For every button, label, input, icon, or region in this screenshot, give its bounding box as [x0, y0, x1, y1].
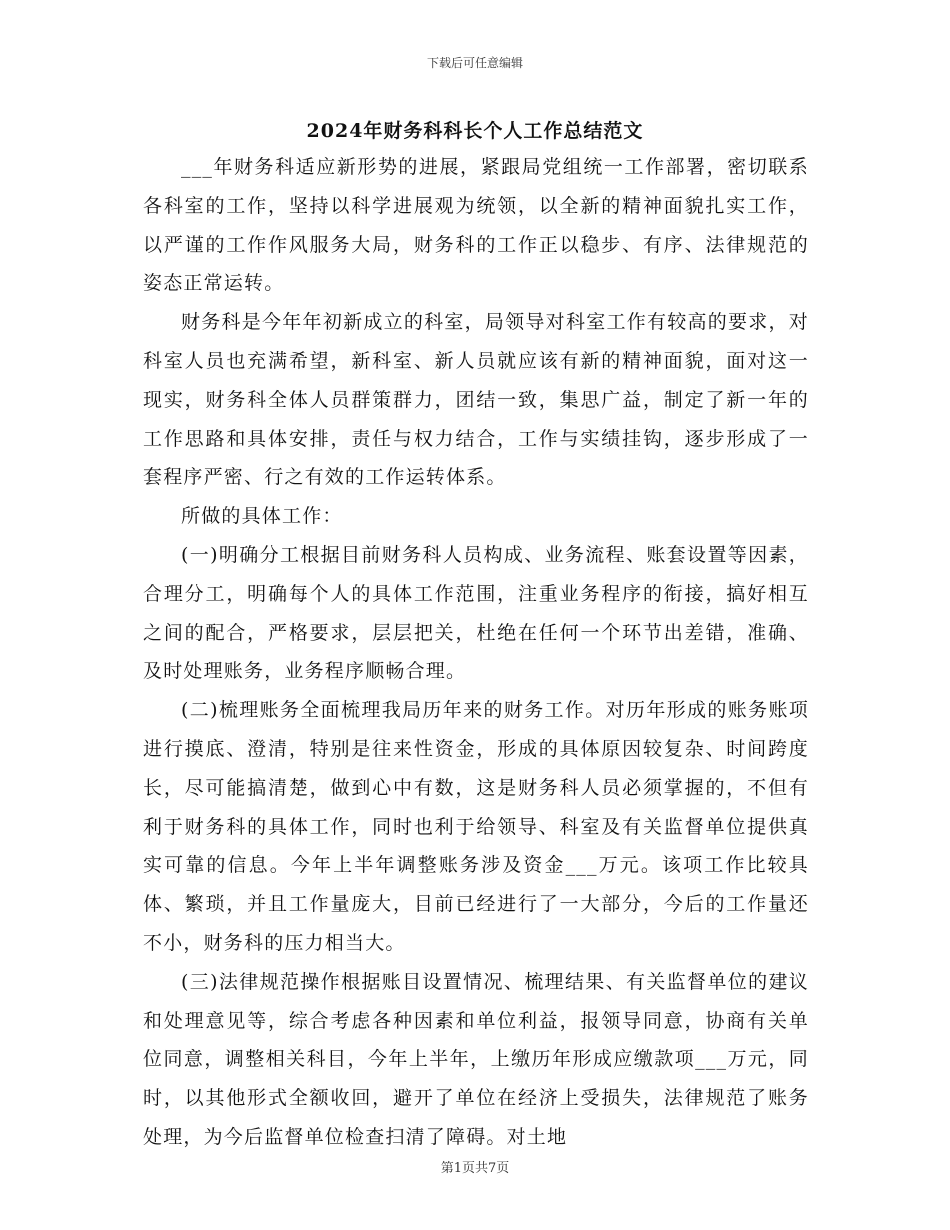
paragraph-standard-operation: (三)法律规范操作根据账目设置情况、梳理结果、有关监督单位的建议和处理意见等，综合考虑各种因素和单位利益，报领导同意，协商有关单位同意，调整相关科目，今年上半年，上缴历年形成应缴款项___万元，同时，以其他形式全额收回，避开了单位在经济上受损失，法律规范了账务处理，为今后监督单位检查扫清了障碍。对土地 [143, 970, 809, 1148]
paragraph-work-heading: 所做的具体工作： [181, 505, 343, 528]
paragraph-intro: ___年财务科适应新形势的进展，紧跟局党组统一工作部署，密切联系各科室的工作，坚持以科学进展观为统领，以全新的精神面貌扎实工作，以严谨的工作作风服务大局，财务科的工作正以稳步、有序、法律规范的姿态正常运转。 [143, 156, 809, 295]
page-footer-page-number: 第1页共7页 [440, 1161, 510, 1176]
document-title: 2024年财务科科长个人工作总结范文 [306, 120, 644, 142]
paragraph-account-review: (二)梳理账务全面梳理我局历年来的财务工作。对历年形成的账务账项进行摸底、澄清，特别是往来性资金，形成的具体原因较复杂、时间跨度长，尽可能搞清楚，做到心中有数，这是财务科人员必须掌握的，不但有利于财务科的具体工作，同时也利于给领导、科室及有关监督单位提供真实可靠的信息。今年上半年调整账务涉及资金___万元。该项工作比较具体、繁琐，并且工作量庞大，目前已经进行了一大部分，今后的工作量还不小，财务科的压力相当大。 [143, 699, 809, 954]
paragraph-new-department: 财务科是今年年初新成立的科室，局领导对科室工作有较高的要求，对科室人员也充满希望，新科室、新人员就应该有新的精神面貌，面对这一现实，财务科全体人员群策群力，团结一致，集思广益，制定了新一年的工作思路和具体安排，责任与权力结合，工作与实绩挂钩，逐步形成了一套程序严密、行之有效的工作运转体系。 [143, 311, 809, 489]
document-body [143, 148, 809, 1157]
page-header-note: 下载后可任意编辑 [426, 56, 523, 70]
paragraph-division-of-labor: (一)明确分工根据目前财务科人员构成、业务流程、账套设置等因素，合理分工，明确每个人的具体工作范围，注重业务程序的衔接，搞好相互之间的配合，严格要求，层层把关，杜绝在任何一个环节出差错，准确、及时处理账务，业务程序顺畅合理。 [143, 543, 809, 683]
